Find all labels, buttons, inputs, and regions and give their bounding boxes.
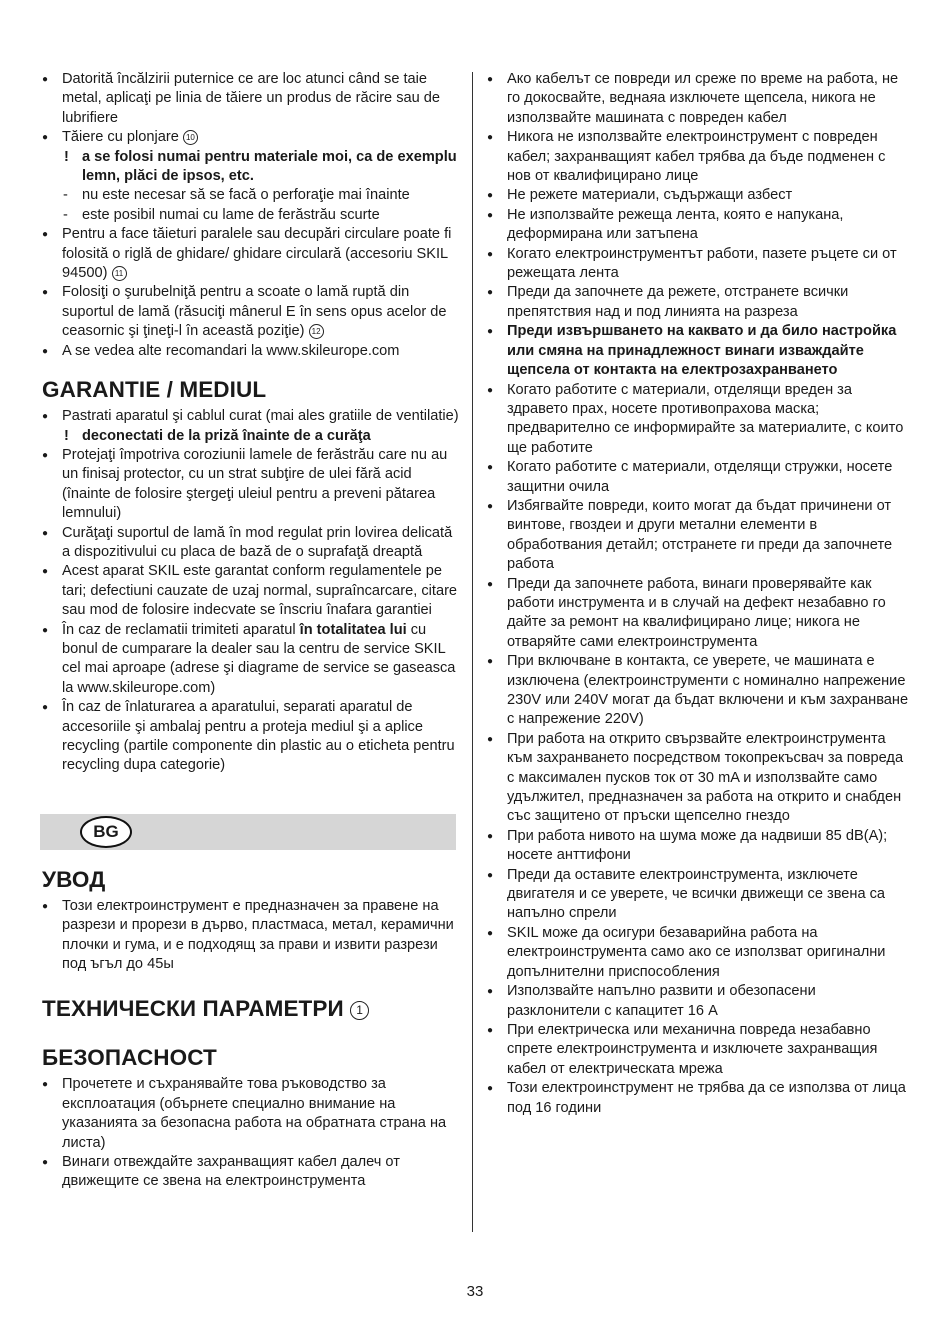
list-item: ● Когато работите с материали, отделящи вреден за здравето прах, носете противопрахова маска; предварително се информирайте за материалите, с които ще работите — [487, 381, 912, 459]
list-item: ● Protejaţi împotriva coroziunii lamele de ferăstrău care nu au un finisaj protector, cu un strat subţire de ulei fără acid (înainte de folosire ştergeţi uleiul pentru a preveni pătarea lemnului) — [42, 446, 462, 524]
list-item: ● În caz de reclamatii trimiteti aparatul în totalitatea lui cu bonul de cumparare la dealer sau la centru de service SKIL cel mai aproape (adrese şi diagrame de service se gaseasca la www.skileurope.com) — [42, 621, 462, 699]
list-item: ● Tăiere cu plonjare 10 — [42, 128, 462, 147]
list-item: ● При работа на открито свързвайте електроинструмента към захранването посредством токопрекъсвач за повреда с максимален пусков ток от 30 mA и използвайте само удължител, предназначен за работа на открито и снабден със защитено от пръски щепселно гнездо — [487, 730, 912, 827]
language-header-bar — [40, 814, 456, 850]
list-item: ● Не режете материали, съдържащи азбест — [487, 186, 912, 205]
list-item: ● SKIL може да осигури безаварийна работа на електроинструмента само ако се използват оригинални допълнителни приспособления — [487, 924, 912, 982]
list-item: ● Datorită încălzirii puternice ce are loc atunci când se taie metal, aplicaţi pe linia de tăiere un produs de răcire sau de lubrifiere — [42, 70, 462, 128]
list-item: ● A se vedea alte recomandari la www.skileurope.com — [42, 342, 462, 361]
list-item: ● În caz de înlaturarea a aparatului, separati aparatul de accesoriile şi ambalaj pentru a proteja mediul şi a aplice recycling (partile componente din plastic au o eticheta pentru recycling dupa categorie) — [42, 698, 462, 776]
figure-ref-11: 11 — [112, 266, 127, 281]
section-title-uvod: УВОД — [42, 866, 106, 892]
section-title-tech: ТЕХНИЧЕСКИ ПАРАМЕТРИ 1 — [42, 996, 462, 1022]
column-divider — [472, 72, 473, 1232]
list-item: ● Преди извършването на каквато и да било настройка или смяна на принадлежност винаги изваждайте щепсела от контакта на електрозахранването — [487, 322, 912, 380]
list-item: ● Pastrati aparatul şi cablul curat (mai ales gratiile de ventilatie) — [42, 407, 462, 426]
list-item: ● Винаги отвеждайте захранващият кабел далеч от движещите се звена на електроинструмента — [42, 1153, 462, 1192]
section-title-bezopasnost: БЕЗОПАСНОСТ — [42, 1045, 217, 1071]
list-item: ● Acest aparat SKIL este garantat conform regulamentele pe tari; defectiuni cauzate de uzaj normal, supraîncarcare, citare sau mod de folosire indecvate se înscriu înafara garantiei — [42, 562, 462, 620]
right-column — [487, 70, 912, 1118]
dash-item: - este posibil numai cu lame de ferăstrău scurte — [42, 206, 462, 225]
dash-item: - nu este necesar să se facă o perforaţie mai înainte — [42, 186, 462, 205]
list-item: ● Folosiţi o şurubelniţă pentru a scoate o lamă ruptă din suportul de lamă (răsuciţi mânerul E în sens opus acelor de ceasornic şi ţineţi-l în această poziţie) 12 — [42, 283, 462, 341]
list-item: ● Избягвайте повреди, които могат да бъдат причинени от винтове, гвоздеи и други метални елементи в обработвания детайл; отстранете ги преди да започнете работа — [487, 497, 912, 575]
uvod-list — [42, 897, 462, 975]
garantie-list — [42, 407, 462, 776]
list-item: ● Този електроинструмент е предназначен за правене на разрези и прорези в дърво, пластмаса, метал, керамични плочки и гума, и е подходящ за прави и извити разрези под ъгъл до 45ы — [42, 897, 462, 975]
list-item: ● Прочетете и съхранявайте това ръководство за експлоатация (обърнете специално внимание на указанията за безопасна работа на обратната страна на листа) — [42, 1075, 462, 1153]
bezopasnost-list — [42, 1075, 462, 1191]
tips-list — [42, 70, 462, 361]
figure-ref-12: 12 — [309, 324, 324, 339]
list-item: ● Този електроинструмент не трябва да се използва от лица под 16 години — [487, 1079, 912, 1118]
warning-item: ! deconectati de la priză înainte de a curăţa — [42, 427, 462, 446]
safety-list — [487, 70, 912, 1118]
list-item: ● Когато електроинструментът работи, пазете ръцете си от режещата лента — [487, 245, 912, 284]
list-item: ● При работа нивото на шума може да надвиши 85 dB(A); носете анттифони — [487, 827, 912, 866]
warning-item: ! a se folosi numai pentru materiale moi, ca de exemplu lemn, plăci de ipsos, etc. — [42, 148, 462, 187]
list-item: ● Ако кабелът се повреди ил среже по време на работа, не го докосвайте, веднаяа изключете щепсела, никога не използвайте машината с повреден кабел — [487, 70, 912, 128]
list-item: ● Когато работите с материали, отделящи стружки, носете защитни очила — [487, 458, 912, 497]
list-item: ● Никога не използвайте електроинструмент с повреден кабел; захранващият кабел трябва да бъде подменен с нов от квалифицирано лице — [487, 128, 912, 186]
list-item: ● При включване в контакта, се уверете, че машината е изключена (електроинструменти с номинално напрежение 230V или 240V могат да бъдат включени и към захранване с напрежение 220V) — [487, 652, 912, 730]
list-item: ● Не използвайте режеща лента, която е напукана, деформирана или затъпена — [487, 206, 912, 245]
list-item: ● Pentru a face tăieturi paralele sau decupări circulare poate fi folosită o riglă de ghidare/ ghidare circulară (accesoriu SKIL 94500) 11 — [42, 225, 462, 283]
list-item: ● При електрическа или механична повреда незабавно спрете електроинструмента и изключете захранващия кабел от електрическата мрежа — [487, 1021, 912, 1079]
figure-ref-1: 1 — [350, 1001, 369, 1020]
list-item: ● Преди да започнете работа, винаги проверявайте как работи инструмента и в случай на дефект незабавно го дайте за ремонт на квалифицирано лице; никога не отваряйте сами електроинструмента — [487, 575, 912, 653]
page-number: 33 — [466, 1283, 484, 1300]
list-item: ● Използвайте напълно развити и обезопасени разклонители с капацитет 16 А — [487, 982, 912, 1021]
language-badge: BG — [80, 816, 132, 848]
figure-ref-10: 10 — [183, 130, 198, 145]
left-column — [42, 70, 462, 1192]
list-item: ● Преди да започнете да режете, отстранете всички препятствия над и под линията на разреза — [487, 283, 912, 322]
section-title-garantie: GARANTIE / MEDIUL — [42, 377, 267, 403]
list-item: ● Преди да оставите електроинструмента, изключете двигателя и се уверете, че всички движещи се звена са напълно спрели — [487, 866, 912, 924]
list-item: ● Curăţaţi suportul de lamă în mod regulat prin lovirea delicată a dispozitivului cu placa de bază de o suprafaţă dreaptă — [42, 524, 462, 563]
